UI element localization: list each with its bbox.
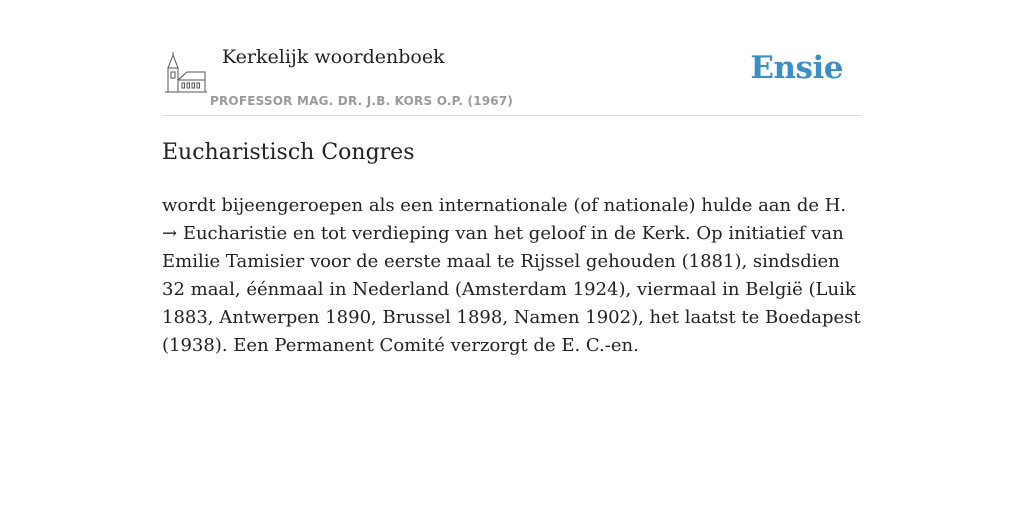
- church-icon[interactable]: [165, 50, 207, 94]
- entry-body-text-1: wordt bijeengeroepen als een internationale (of nationale) hulde aan de H.: [162, 195, 847, 216]
- ensie-logo[interactable]: Ensie: [750, 50, 843, 86]
- page: [162, 0, 862, 356]
- entry-title: Eucharistisch Congres: [162, 140, 415, 165]
- book-author: PROFESSOR MAG. DR. J.B. KORS O.P. (1967): [210, 94, 514, 108]
- entry-body-text-2: Eucharistie en tot verdieping van het geloof in de Kerk. Op initiatief van Emilie Tamisier voor de eerste maal te Rijssel gehouden (1881), sindsdien 32 maal, éénmaal in Nederland (Amsterdam 1924), viermaal in België (Luik 1883, Antwerpen 1890, Brussel 1898, Namen 1902), het laatst te Boedapest (1938). Een Permanent Comité verzorgt de E. C.-en.: [162, 223, 861, 356]
- book-title[interactable]: Kerkelijk woordenboek: [222, 46, 445, 68]
- see-also-arrow-link[interactable]: →: [162, 223, 178, 244]
- entry-body: [162, 192, 862, 360]
- header: [162, 0, 862, 116]
